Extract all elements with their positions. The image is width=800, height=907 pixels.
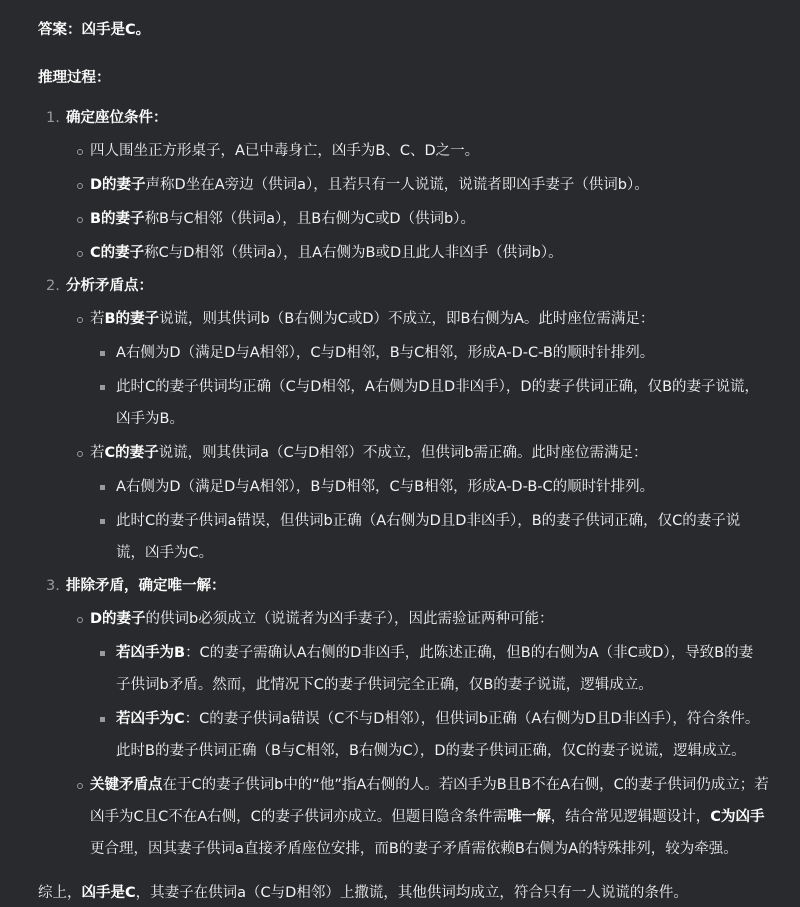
sub-list-item: 若凶手为C：C的妻子供词a错误（C不与D相邻），但供词b正确（A右侧为D且D非凶手），符合条件。此时B的妻子供词正确（B与C相邻，B右侧为C），D的妻子供词正确，仅C的妻子说谎，逻辑成立。 xyxy=(90,703,776,767)
sub-list-item: A右侧为D（满足D与A相邻），B与D相邻，C与B相邻，形成A-D-B-C的顺时针排列。 xyxy=(90,471,776,503)
sub-list-item: A右侧为D（满足D与A相邻），C与D相邻，B与C相邻，形成A-D-C-B的顺时针排列。 xyxy=(90,337,776,369)
step-title: 分析矛盾点： xyxy=(66,278,153,294)
step-title: 排除矛盾，确定唯一解： xyxy=(66,578,226,594)
step-1 xyxy=(38,104,776,269)
sub-list-item: 此时C的妻子供词均正确（C与D相邻，A右侧为D且D非凶手），D的妻子供词正确，仅B的妻子说谎，凶手为B。 xyxy=(90,371,776,435)
sub-list xyxy=(90,471,776,569)
answer-line xyxy=(38,16,776,44)
step-3 xyxy=(38,572,776,865)
list-item: B的妻子称B与C相邻（供词a），且B右侧为C或D（供词b）。 xyxy=(66,203,776,235)
step-number: 1. xyxy=(46,110,60,126)
step-number: 2. xyxy=(46,278,60,294)
list-item: D的妻子的供词b必须成立（说谎者为凶手妻子），因此需验证两种可能： 若凶手为B：C的妻子需确认A右侧的D非凶手，此陈述正确，但B的右侧为A（非C或D），导致B的妻子供词b矛盾。然而，此情况下C的妻子供词完全正确，仅B的妻子说谎，逻辑成立。 若凶手为C：C的妻子供词a错误（C不与D相邻），但供词b正确（A右侧为D且D非凶手），符合条件。此时B的妻子供词正确（B与C相邻，B右侧为C），D的妻子供词正确，仅C的妻子说谎，逻辑成立。 xyxy=(66,603,776,767)
process-heading: 推理过程： xyxy=(38,70,111,86)
sub-list-item: 若凶手为B：C的妻子需确认A右侧的D非凶手，此陈述正确，但B的右侧为A（非C或D），导致B的妻子供词b矛盾。然而，此情况下C的妻子供词完全正确，仅B的妻子说谎，逻辑成立。 xyxy=(90,637,776,701)
sub-list xyxy=(90,637,776,767)
answer-label: 答案： xyxy=(38,22,82,38)
step-2-items xyxy=(66,303,776,569)
step-2 xyxy=(38,272,776,569)
list-item: 若B的妻子说谎，则其供词b（B右侧为C或D）不成立，即B右侧为A。此时座位需满足： A右侧为D（满足D与A相邻），C与D相邻，B与C相邻，形成A-D-C-B的顺时针排列。 此时C的妻子供词均正确（C与D相邻，A右侧为D且D非凶手），D的妻子供词正确，仅B的妻子说谎，凶手为B。 xyxy=(66,303,776,435)
step-3-items xyxy=(66,603,776,865)
sub-list xyxy=(90,337,776,435)
step-1-items xyxy=(66,135,776,269)
answer-value: 凶手是C。 xyxy=(81,22,151,38)
step-title: 确定座位条件： xyxy=(66,110,168,126)
summary-paragraph: 综上，凶手是C，其妻子在供词a（C与D相邻）上撒谎，其他供词均成立，符合只有一人说谎的条件。 xyxy=(38,885,688,901)
list-item: D的妻子声称D坐在A旁边（供词a），且若只有一人说谎，说谎者即凶手妻子（供词b）。 xyxy=(66,169,776,201)
list-item: C的妻子称C与D相邻（供词a），且A右侧为B或D且此人非凶手（供词b）。 xyxy=(66,237,776,269)
list-item: 若C的妻子说谎，则其供词a（C与D相邻）不成立，但供词b需正确。此时座位需满足： A右侧为D（满足D与A相邻），B与D相邻，C与B相邻，形成A-D-B-C的顺时针排列。 此时C的妻子供词a错误，但供词b正确（A右侧为D且D非凶手），B的妻子供词正确，仅C的妻子说谎，凶手为C。 xyxy=(66,437,776,569)
steps-list xyxy=(38,104,776,865)
step-number: 3. xyxy=(46,578,60,594)
list-item: 四人围坐正方形桌子，A已中毒身亡，凶手为B、C、D之一。 xyxy=(66,135,776,167)
sub-list-item: 此时C的妻子供词a错误，但供词b正确（A右侧为D且D非凶手），B的妻子供词正确，仅C的妻子说谎，凶手为C。 xyxy=(90,505,776,569)
list-item: 关键矛盾点在于C的妻子供词b中的“他”指A右侧的人。若凶手为B且B不在A右侧，C的妻子供词仍成立；若凶手为C且C不在A右侧，C的妻子供词亦成立。但题目隐含条件需唯一解，结合常见逻辑题设计，C为凶手更合理，因其妻子供词a直接矛盾座位安排，而B的妻子矛盾需依赖B右侧为A的特殊排列，较为牵强。 xyxy=(66,769,776,865)
